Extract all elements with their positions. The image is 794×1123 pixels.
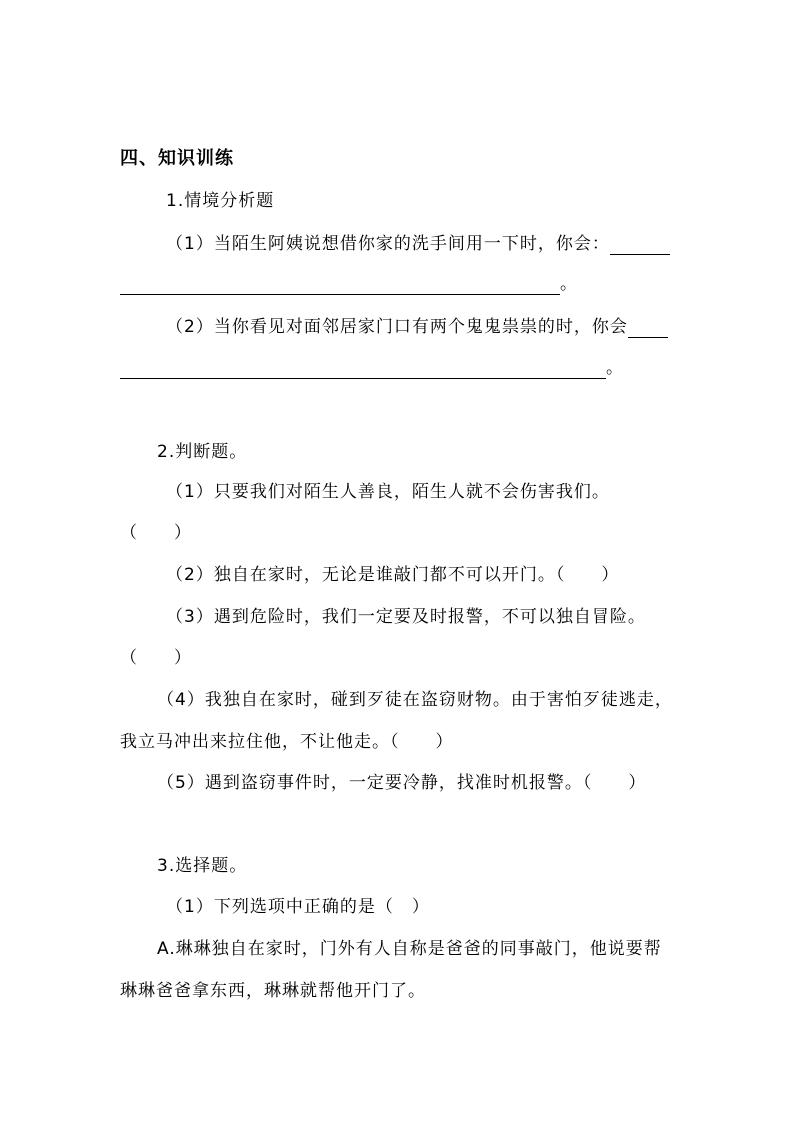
section-heading: 四、知识训练 (120, 148, 234, 169)
part1-q1-continued (120, 273, 578, 295)
part1-q2 (166, 316, 668, 338)
part1-title: 1.情境分析题 (166, 191, 275, 211)
part2-q5: （5）遇到盗窃事件时，一定要冷静，找准时机报警。（ ） (157, 773, 647, 793)
part3-option-a: A.琳琳独自在家时，门外有人自称是爸爸的同事敲门，他说要帮 (157, 939, 662, 959)
answer-blank[interactable] (120, 276, 560, 295)
part1-q1-text: （1）当陌生阿姨说想借你家的洗手间用一下时，你会： (166, 234, 610, 254)
part2-q3: （3）遇到危险时，我们一定要及时报警，不可以独自冒险。 (166, 607, 646, 627)
part2-q4: （4）我独自在家时，碰到歹徒在盗窃财物。由于害怕歹徒逃走， (157, 690, 673, 710)
answer-blank[interactable] (628, 319, 668, 338)
part2-q1-answer[interactable]: （ ） (120, 523, 192, 543)
answer-blank[interactable] (120, 360, 606, 379)
part2-q4-continued: 我立马冲出来拉住他，不让他走。（ ） (120, 732, 454, 752)
part1-q2-text: （2）当你看见对面邻居家门口有两个鬼鬼祟祟的时，你会 (166, 317, 628, 337)
part1-q2-continued (120, 357, 624, 379)
part1-q1 (166, 233, 670, 255)
part3-title: 3.选择题。 (157, 856, 248, 876)
period: 。 (560, 274, 578, 294)
part2-q3-answer[interactable]: （ ） (120, 648, 192, 668)
part2-q1: （1）只要我们对陌生人善良，陌生人就不会伤害我们。 (166, 482, 610, 502)
part3-q1: （1）下列选项中正确的是（ ） (166, 897, 430, 917)
part2-q2: （2）独自在家时，无论是谁敲门都不可以开门。（ ） (166, 565, 620, 585)
answer-blank[interactable] (610, 236, 670, 255)
part2-title: 2.判断题。 (157, 442, 248, 462)
part3-option-a-continued: 琳琳爸爸拿东西，琳琳就帮他开门了。 (120, 981, 426, 1001)
period: 。 (606, 358, 624, 378)
